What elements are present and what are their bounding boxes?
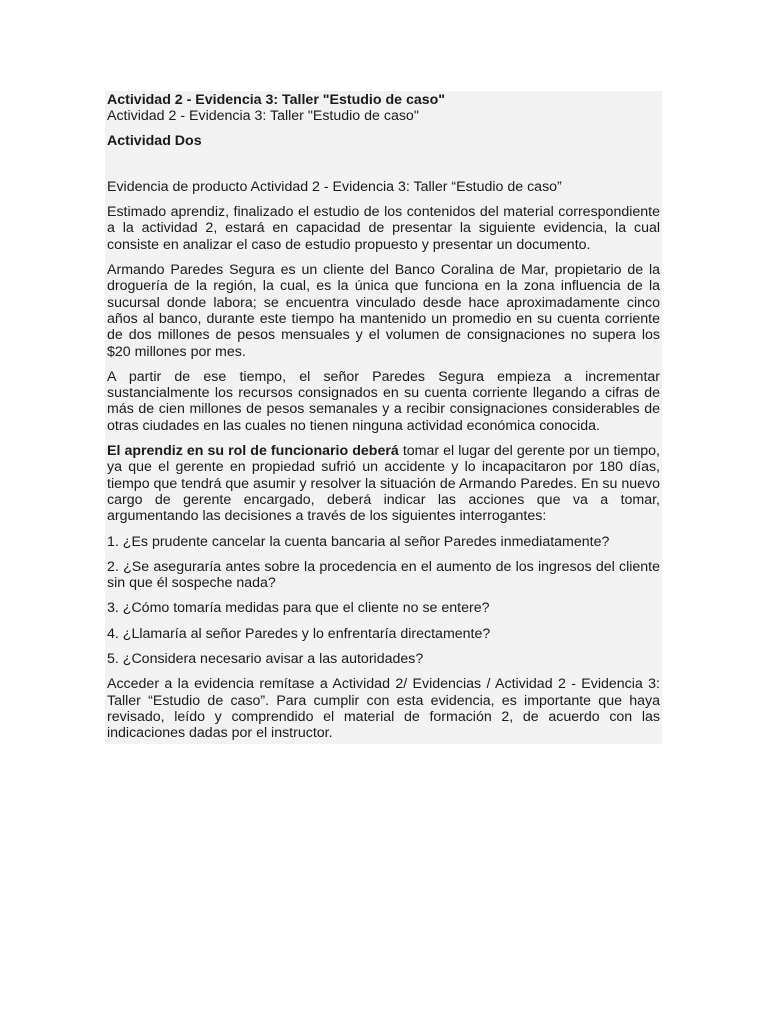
question-item: 4. ¿Llamaría al señor Paredes y lo enfrentaría directamente?	[107, 625, 491, 642]
paragraph-change: A partir de ese tiempo, el señor Paredes Segura empieza a incrementar sustancialmente los recursos consignados en su cuenta corriente llegando a cifras de más de cien millones de pesos semanales y a recibir consignaciones considerables de otras ciudades en las cuales no tienen ninguna actividad económica conocida.	[107, 368, 660, 434]
paragraph-intro: Estimado aprendiz, finalizado el estudio de los contenidos del material correspondiente a la actividad 2, estará en capacidad de presentar la siguiente evidencia, la cual consiste en analizar el caso de estudio propuesto y presentar un documento.	[107, 204, 660, 253]
document-page	[105, 91, 662, 744]
question-item: 1. ¿Es prudente cancelar la cuenta bancaria al señor Paredes inmediatamente?	[107, 533, 610, 550]
question-item: 5. ¿Considera necesario avisar a las autoridades?	[107, 651, 424, 668]
document-subtitle: Actividad 2 - Evidencia 3: Taller "Estudio de caso"	[107, 108, 419, 125]
role-text: tomar el lugar del gerente por un tiempo, ya que el gerente en propiedad sufrió un accidente y lo incapacitaron por 180 días, tiempo que tendrá que asumir y resolver la situación de Armando Paredes. En su nuevo cargo de gerente encargado, deberá indicar las acciones que va a tomar, argumentando las decisiones a través de los siguientes interrogantes:	[107, 443, 660, 525]
question-item: 2. ¿Se aseguraría antes sobre la procedencia en el aumento de los ingresos del cliente sin que él sospeche nada?	[107, 558, 660, 592]
role-bold-text: El aprendiz en su rol de funcionario deberá	[107, 443, 399, 460]
section-heading: Actividad Dos	[107, 132, 202, 149]
paragraph-role	[107, 443, 660, 524]
document-title: Actividad 2 - Evidencia 3: Taller "Estudio de caso"	[107, 92, 446, 108]
question-item: 3. ¿Cómo tomaría medidas para que el cliente no se entere?	[107, 600, 490, 617]
paragraph-case: Armando Paredes Segura es un cliente del Banco Coralina de Mar, propietario de la droguería de la región, la cual, es la única que funciona en la zona influencia de la sucursal donde labora; se encuentra vinculado desde hace aproximadamente cinco años al banco, durante este tiempo ha mantenido un promedio en su cuenta corriente de dos millones de pesos mensuales y el volumen de consignaciones no supera los $20 millones por mes.	[107, 262, 660, 360]
paragraph-access: Acceder a la evidencia remítase a Actividad 2/ Evidencias / Actividad 2 - Evidencia 3: Taller “Estudio de caso”. Para cumplir con esta evidencia, es importante que haya revisado, leído y comprendido el material de formación 2, de acuerdo con las indicaciones dadas por el instructor.	[107, 676, 660, 742]
evidence-line: Evidencia de producto Actividad 2 - Evidencia 3: Taller “Estudio de caso”	[107, 178, 562, 195]
